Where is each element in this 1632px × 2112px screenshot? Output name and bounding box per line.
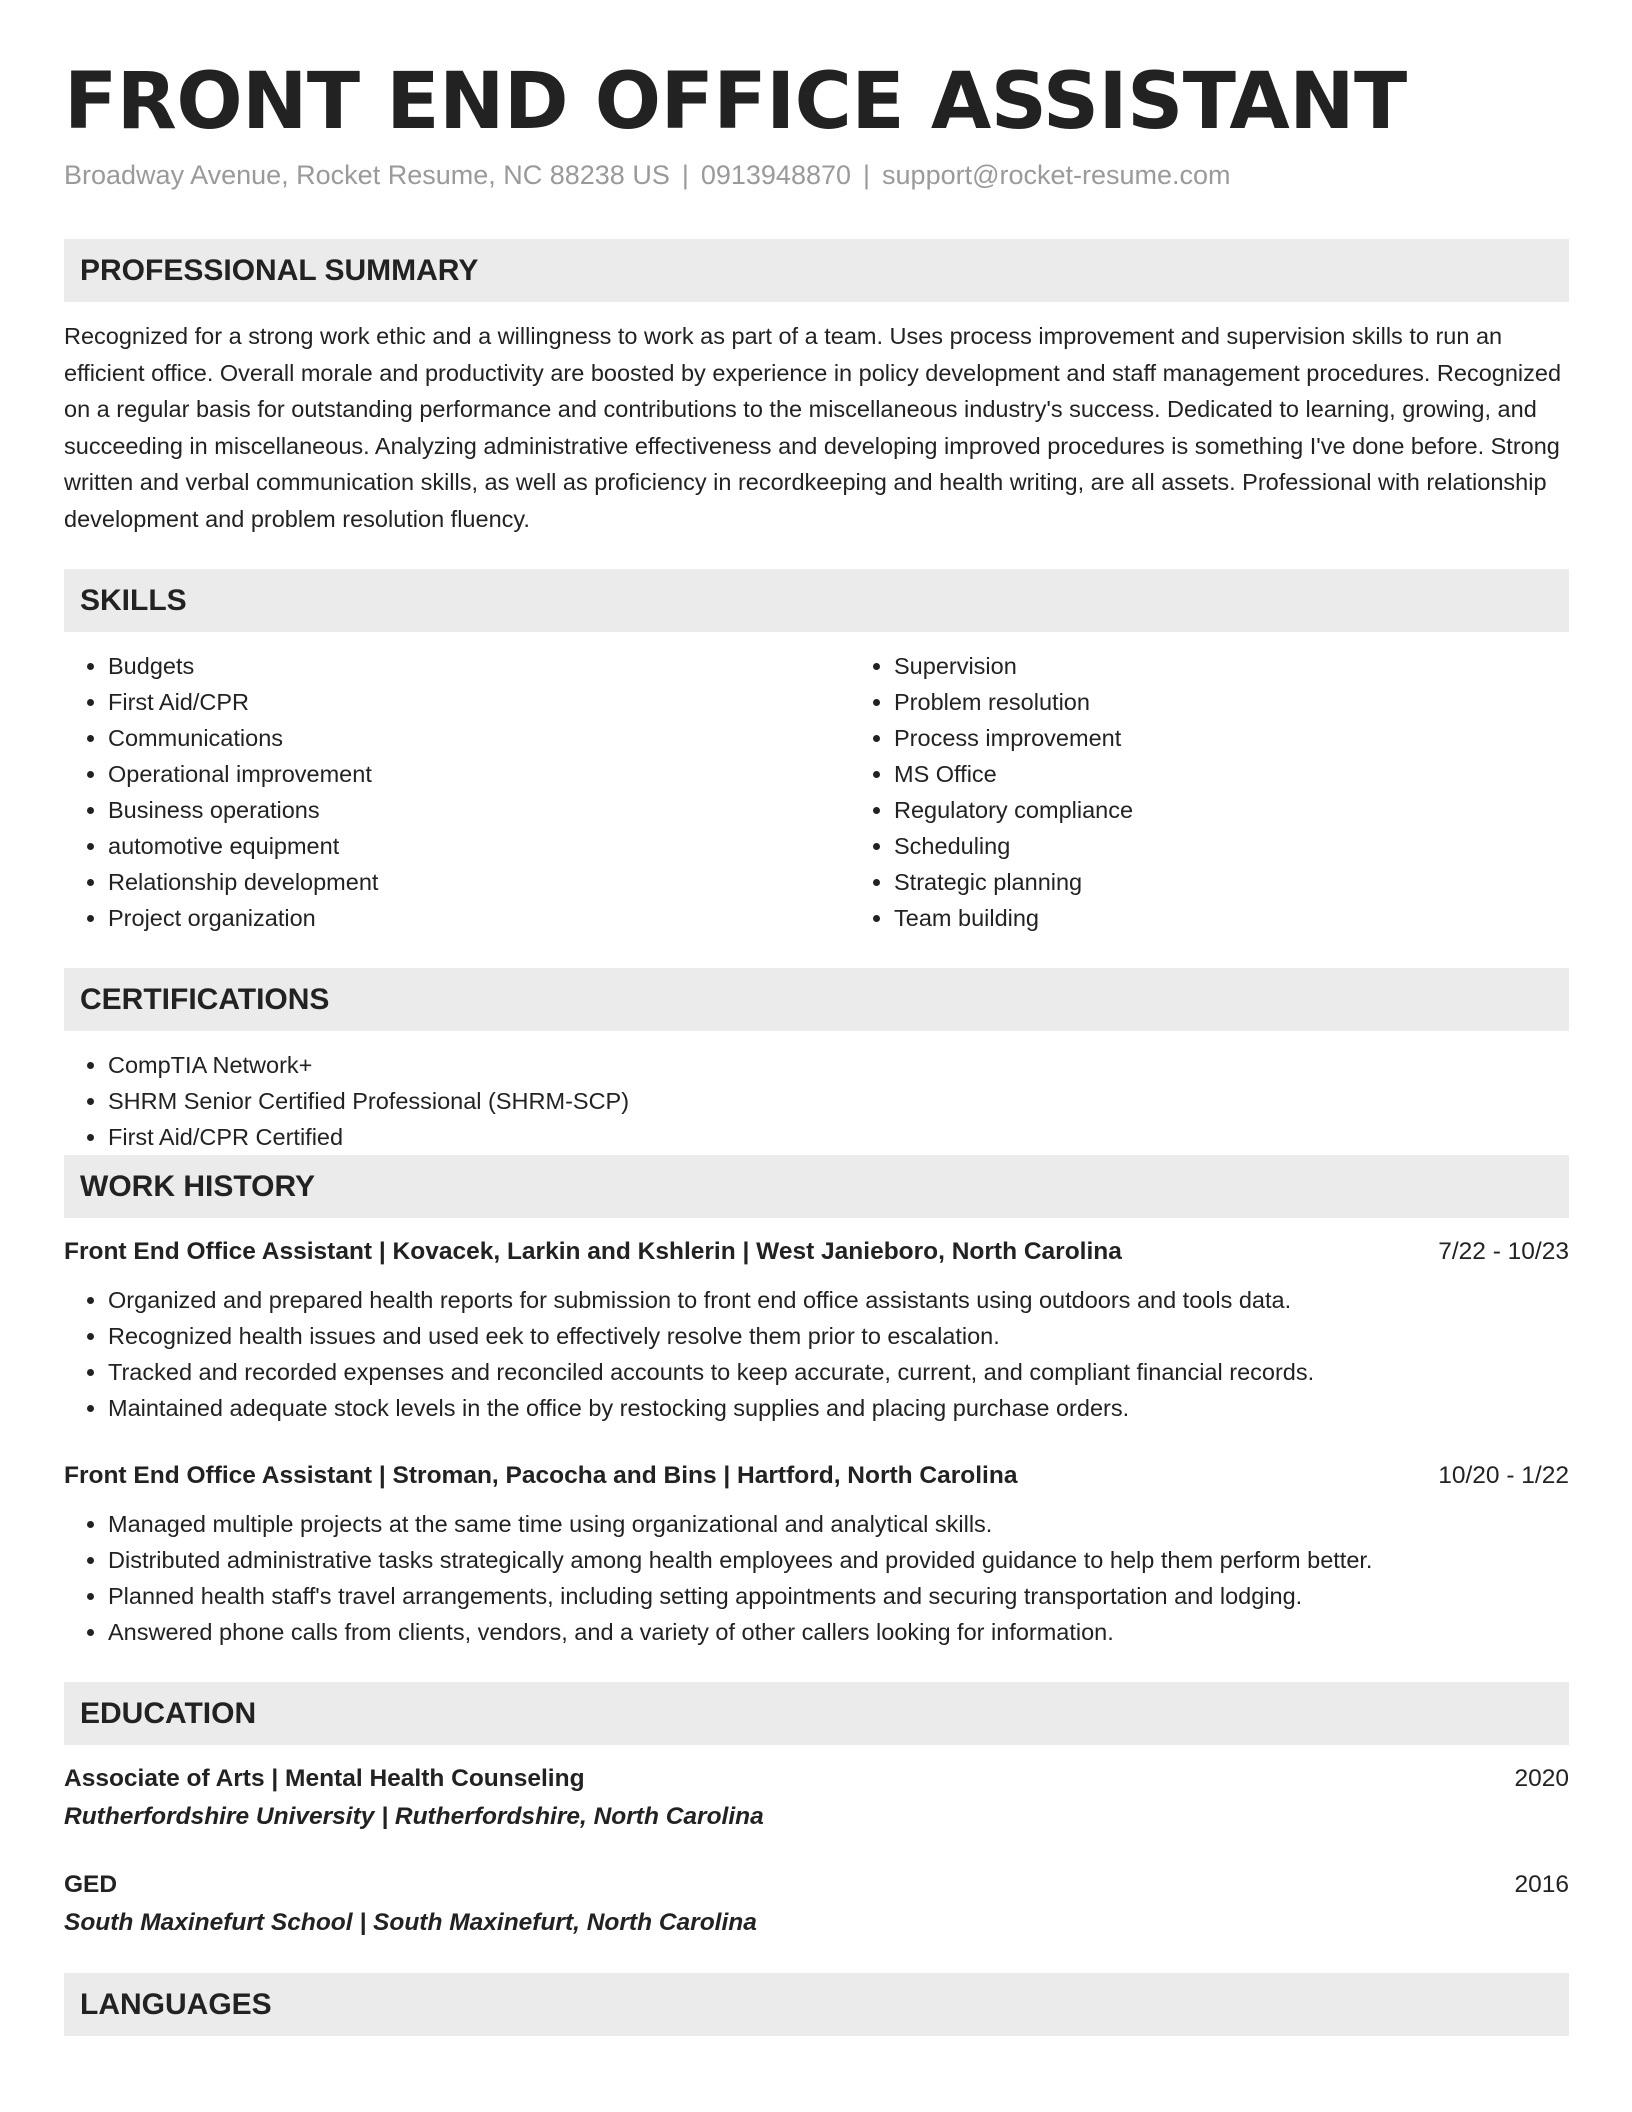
skills-columns: [64, 648, 1569, 936]
education-entry: [64, 1867, 1569, 1941]
job-bullet: • Organized and prepared health reports for submission to front end office assistants using outdoors and tools data.: [108, 1282, 1569, 1318]
resume-name: FRONT END OFFICE ASSISTANT: [64, 57, 1407, 147]
contact-phone: 0913948870: [700, 160, 852, 191]
certification-item: • SHRM Senior Certified Professional (SHRM-SCP): [108, 1083, 1569, 1119]
job-entry: [64, 1458, 1569, 1650]
summary-text: Recognized for a strong work ethic and a willingness to work as part of a team. Uses process improvement and supervision skills to run an efficient office. Overall morale and productivity are boosted by experience in policy development and staff management procedures. Recognized on a regular basis for outstanding performance and contributions to the miscellaneous industry's success. Dedicated to learning, growing, and succeeding in miscellaneous. Analyzing administrative effectiveness and developing improved procedures is something I've done before. Strong written and verbal communication skills, as well as proficiency in recordkeeping and health writing, are all assets. Professional with relationship development and problem resolution fluency.: [64, 323, 1562, 532]
skill-item: • Business operations: [108, 792, 850, 828]
skill-item: • Relationship development: [108, 864, 850, 900]
skill-item: • Operational improvement: [108, 756, 850, 792]
contact-separator: |: [863, 160, 871, 191]
job-bullets: [64, 1506, 1569, 1650]
job-title: Front End Office Assistant | Stroman, Pacocha and Bins | Hartford, North Carolina: [64, 1462, 1018, 1490]
skill-item: • MS Office: [894, 756, 1569, 792]
job-entry: [64, 1234, 1569, 1426]
job-bullet: • Recognized health issues and used eek to effectively resolve them prior to escalation.: [108, 1318, 1569, 1354]
job-bullet: • Tracked and recorded expenses and reconciled accounts to keep accurate, current, and compliant financial records.: [108, 1354, 1569, 1390]
skill-item: • Problem resolution: [894, 684, 1569, 720]
job-bullets: [64, 1282, 1569, 1426]
section-header-certifications: CERTIFICATIONS: [64, 968, 1569, 1031]
job-bullet: • Answered phone calls from clients, vendors, and a variety of other callers looking for information.: [108, 1614, 1569, 1650]
education-school: South Maxinefurt School | South Maxinefurt, North Carolina: [64, 1909, 757, 1937]
education-header: [64, 1761, 1569, 1797]
skill-item: • Scheduling: [894, 828, 1569, 864]
education-school: Rutherfordshire University | Rutherfordshire, North Carolina: [64, 1803, 764, 1831]
skill-item: • Process improvement: [894, 720, 1569, 756]
education-header: [64, 1867, 1569, 1903]
skill-item: • Team building: [894, 900, 1569, 936]
section-header-languages: LANGUAGES: [64, 1973, 1569, 2036]
job-bullet: • Managed multiple projects at the same time using organizational and analytical skills.: [108, 1506, 1569, 1542]
section-header-skills: SKILLS: [64, 569, 1569, 632]
skill-item: • automotive equipment: [108, 828, 850, 864]
skill-item: • Regulatory compliance: [894, 792, 1569, 828]
education-year: 2016: [1514, 1871, 1569, 1899]
skills-list-right: [850, 648, 1569, 936]
education-degree: GED: [64, 1871, 118, 1899]
section-header-education: EDUCATION: [64, 1682, 1569, 1745]
skill-item: • Communications: [108, 720, 850, 756]
job-dates: 10/20 - 1/22: [1438, 1462, 1569, 1490]
education-degree: Associate of Arts | Mental Health Counseling: [64, 1765, 585, 1793]
job-bullet: • Distributed administrative tasks strategically among health employees and provided guidance to help them perform better.: [108, 1542, 1569, 1578]
contact-separator: |: [681, 160, 689, 191]
section-header-summary: PROFESSIONAL SUMMARY: [64, 239, 1569, 302]
job-bullet: • Planned health staff's travel arrangements, including setting appointments and securing transportation and lodging.: [108, 1578, 1569, 1614]
education-entry: [64, 1761, 1569, 1835]
job-dates: 7/22 - 10/23: [1438, 1238, 1569, 1266]
certifications-list: [64, 1047, 1569, 1155]
skill-item: • Strategic planning: [894, 864, 1569, 900]
certification-item: • CompTIA Network+: [108, 1047, 1569, 1083]
skill-item: • Supervision: [894, 648, 1569, 684]
skill-item: • Project organization: [108, 900, 850, 936]
contact-address: Broadway Avenue, Rocket Resume, NC 88238 US: [64, 160, 670, 191]
education-year: 2020: [1514, 1765, 1569, 1793]
contact-line: [64, 160, 1569, 191]
certification-item: • First Aid/CPR Certified: [108, 1119, 1569, 1155]
contact-email: support@rocket-resume.com: [882, 160, 1231, 191]
job-header: [64, 1458, 1569, 1494]
job-header: [64, 1234, 1569, 1270]
skill-item: • First Aid/CPR: [108, 684, 850, 720]
section-header-work-history: WORK HISTORY: [64, 1155, 1569, 1218]
skills-list-left: [64, 648, 850, 936]
job-title: Front End Office Assistant | Kovacek, Larkin and Kshlerin | West Janieboro, North Carolina: [64, 1238, 1122, 1266]
job-bullet: • Maintained adequate stock levels in the office by restocking supplies and placing purchase orders.: [108, 1390, 1569, 1426]
skill-item: • Budgets: [108, 648, 850, 684]
